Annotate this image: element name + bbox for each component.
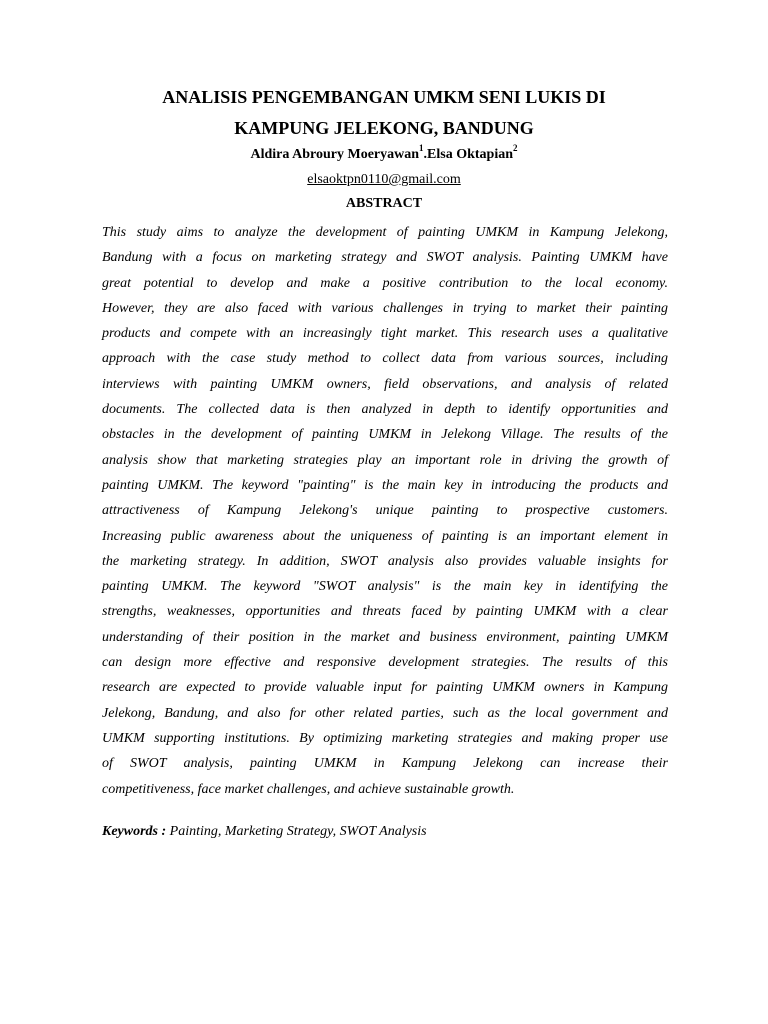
abstract-line: attractiveness of Kampung Jelekong's unique painting to prospective customers.: [102, 503, 668, 519]
abstract-line: great potential to develop and make a positive contribution to the local economy.: [102, 275, 668, 291]
author-list: [80, 143, 688, 164]
keywords-line: [102, 823, 668, 841]
abstract-heading: ABSTRACT: [345, 196, 423, 211]
paper-title-line-2: KAMPUNG JELEKONG, BANDUNG: [234, 118, 534, 138]
abstract-line: painting UMKM. The keyword "SWOT analysis" is the main key in identifying the: [102, 579, 668, 595]
abstract-line: approach with the case study method to collect data from various sources, including: [102, 351, 668, 367]
abstract-line: analysis show that marketing strategies play an important role in driving the growth of: [102, 452, 668, 468]
abstract-line: UMKM supporting institutions. By optimizing marketing strategies and making proper use: [102, 730, 668, 746]
author-name: Aldira Abroury Moeryawan: [250, 147, 420, 162]
contact-email: [80, 171, 688, 189]
abstract-line: strengths, weaknesses, opportunities and threats faced by painting UMKM with a clear: [102, 604, 668, 620]
abstract-line: interviews with painting UMKM owners, field observations, and analysis of related: [102, 376, 668, 392]
abstract-body: [102, 220, 668, 802]
abstract-line: This study aims to analyze the development of painting UMKM in Kampung Jelekong,: [102, 225, 668, 240]
abstract-line: understanding of their position in the market and business environment, painting UMKM: [102, 629, 668, 645]
author-affiliation-mark: 1: [419, 143, 424, 153]
abstract-line: research are expected to provide valuable input for painting UMKM owners in Kampung: [102, 680, 668, 696]
author-separator: .: [423, 147, 428, 162]
abstract-line: of SWOT analysis, painting UMKM in Kampung Jelekong can increase their: [102, 756, 668, 772]
abstract-line: Bandung with a focus on marketing strategy and SWOT analysis. Painting UMKM have: [102, 250, 668, 266]
abstract-line: can design more effective and responsive development strategies. The results of this: [102, 655, 668, 671]
abstract-line: documents. The collected data is then analyzed in depth to identify opportunities and: [102, 402, 668, 418]
abstract-line: products and compete with an increasingly tight market. This research uses a qualitative: [102, 326, 668, 342]
abstract-line: the marketing strategy. In addition, SWOT analysis also provides valuable insights for: [102, 553, 668, 569]
keywords-label: Keywords :: [102, 824, 167, 839]
email-link[interactable]: elsaoktpn0110@gmail.com: [307, 172, 461, 187]
author-affiliation-mark: 2: [513, 143, 518, 153]
abstract-line: Increasing public awareness about the uniqueness of painting is an important element in: [102, 528, 668, 544]
abstract-line: painting UMKM. The keyword "painting" is the main key in introducing the products and: [102, 477, 668, 493]
abstract-line: obstacles in the development of painting UMKM in Jelekong Village. The results of the: [102, 427, 668, 443]
author-name: Elsa Oktapian: [427, 147, 513, 162]
keywords-value: Painting, Marketing Strategy, SWOT Analysis: [169, 824, 427, 839]
abstract-line: However, they are also faced with various challenges in trying to market their painting: [102, 300, 668, 316]
abstract-line: competitiveness, face market challenges, and achieve sustainable growth.: [102, 781, 515, 797]
abstract-line: Jelekong, Bandung, and also for other related parties, such as the local government and: [102, 705, 668, 721]
paper-title-line-1: ANALISIS PENGEMBANGAN UMKM SENI LUKIS DI: [162, 87, 606, 107]
